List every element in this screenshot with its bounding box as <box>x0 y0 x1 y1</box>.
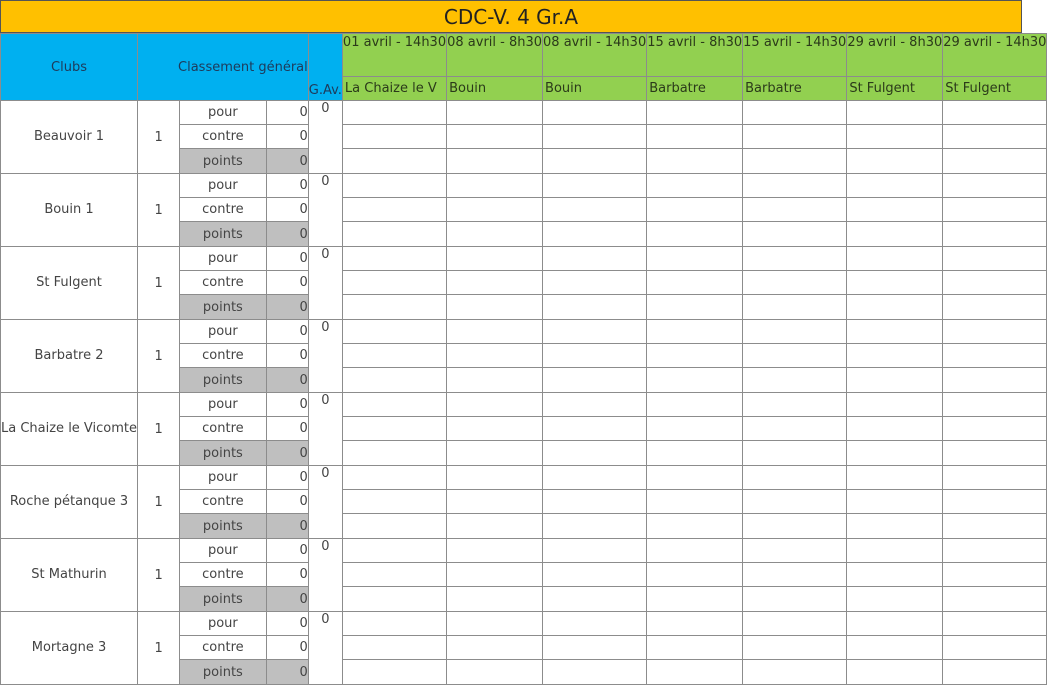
score-cell[interactable] <box>943 174 1047 198</box>
score-cell[interactable] <box>847 539 943 563</box>
score-cell[interactable] <box>847 514 943 539</box>
score-cell[interactable] <box>447 320 543 344</box>
gav-value: 0 <box>308 174 342 247</box>
score-cell[interactable] <box>447 514 543 539</box>
round-date-header: 15 avril - 14h30 <box>743 34 847 77</box>
score-cell[interactable] <box>847 247 943 271</box>
score-cell[interactable] <box>342 660 446 685</box>
stat-value-contre: 0 <box>266 271 308 295</box>
score-cell[interactable] <box>847 563 943 587</box>
score-cell[interactable] <box>342 222 446 247</box>
score-cell[interactable] <box>543 490 647 514</box>
stat-label-points: points <box>180 660 266 685</box>
stat-value-contre: 0 <box>266 490 308 514</box>
score-cell[interactable] <box>647 514 743 539</box>
score-cell[interactable] <box>342 490 446 514</box>
score-cell[interactable] <box>743 587 847 612</box>
score-cell[interactable] <box>743 149 847 174</box>
stat-label-pour: pour <box>180 393 266 417</box>
score-cell[interactable] <box>342 295 446 320</box>
stat-label-contre: contre <box>180 271 266 295</box>
score-cell[interactable] <box>743 174 847 198</box>
score-cell[interactable] <box>847 271 943 295</box>
stat-value-pour: 0 <box>266 393 308 417</box>
score-cell[interactable] <box>342 587 446 612</box>
stat-label-contre: contre <box>180 344 266 368</box>
score-cell[interactable] <box>647 174 743 198</box>
score-cell[interactable] <box>447 563 543 587</box>
score-cell[interactable] <box>847 612 943 636</box>
team-row <box>1 539 1047 563</box>
round-location-header: La Chaize le V <box>342 77 446 101</box>
score-cell[interactable] <box>647 344 743 368</box>
stat-label-points: points <box>180 222 266 247</box>
gav-value: 0 <box>308 612 342 685</box>
score-cell[interactable] <box>543 271 647 295</box>
round-location-header: Bouin <box>447 77 543 101</box>
score-cell[interactable] <box>543 539 647 563</box>
score-cell[interactable] <box>543 344 647 368</box>
score-cell[interactable] <box>543 320 647 344</box>
score-cell[interactable] <box>847 149 943 174</box>
stat-label-points: points <box>180 441 266 466</box>
gav-value: 0 <box>308 466 342 539</box>
score-cell[interactable] <box>342 320 446 344</box>
score-cell[interactable] <box>943 587 1047 612</box>
score-cell[interactable] <box>743 344 847 368</box>
score-cell[interactable] <box>847 417 943 441</box>
score-cell[interactable] <box>847 368 943 393</box>
club-name: Mortagne 3 <box>1 612 138 685</box>
score-cell[interactable] <box>943 393 1047 417</box>
team-row <box>1 247 1047 271</box>
stat-label-contre: contre <box>180 125 266 149</box>
score-cell[interactable] <box>647 539 743 563</box>
score-cell[interactable] <box>647 587 743 612</box>
score-cell[interactable] <box>647 368 743 393</box>
club-name: La Chaize le Vicomte <box>1 393 138 466</box>
score-cell[interactable] <box>447 295 543 320</box>
score-cell[interactable] <box>647 612 743 636</box>
score-cell[interactable] <box>743 247 847 271</box>
round-location-header: St Fulgent <box>943 77 1047 101</box>
round-date-header: 01 avril - 14h30 <box>342 34 446 77</box>
score-cell[interactable] <box>943 466 1047 490</box>
round-location-header: St Fulgent <box>847 77 943 101</box>
club-name: St Fulgent <box>1 247 138 320</box>
score-cell[interactable] <box>342 539 446 563</box>
score-cell[interactable] <box>543 368 647 393</box>
round-date-header: 29 avril - 8h30 <box>847 34 943 77</box>
score-cell[interactable] <box>943 612 1047 636</box>
score-cell[interactable] <box>647 393 743 417</box>
stat-value-points: 0 <box>266 587 308 612</box>
stat-label-pour: pour <box>180 612 266 636</box>
score-cell[interactable] <box>342 393 446 417</box>
club-name: Bouin 1 <box>1 174 138 247</box>
round-date-header: 08 avril - 8h30 <box>447 34 543 77</box>
stat-value-points: 0 <box>266 368 308 393</box>
stat-label-contre: contre <box>180 417 266 441</box>
score-cell[interactable] <box>647 320 743 344</box>
score-cell[interactable] <box>847 490 943 514</box>
score-cell[interactable] <box>543 101 647 125</box>
classement-header: Classement général <box>138 34 309 101</box>
score-cell[interactable] <box>943 320 1047 344</box>
score-cell[interactable] <box>447 174 543 198</box>
stat-value-points: 0 <box>266 660 308 685</box>
score-cell[interactable] <box>647 295 743 320</box>
stat-label-pour: pour <box>180 466 266 490</box>
score-cell[interactable] <box>647 660 743 685</box>
score-cell[interactable] <box>943 247 1047 271</box>
score-cell[interactable] <box>342 125 446 149</box>
stat-value-pour: 0 <box>266 612 308 636</box>
score-cell[interactable] <box>743 320 847 344</box>
standings-table <box>0 33 1047 685</box>
clubs-header: Clubs <box>1 34 138 101</box>
score-cell[interactable] <box>647 466 743 490</box>
score-cell[interactable] <box>743 198 847 222</box>
stat-value-points: 0 <box>266 295 308 320</box>
score-cell[interactable] <box>342 417 446 441</box>
score-cell[interactable] <box>447 198 543 222</box>
score-cell[interactable] <box>943 417 1047 441</box>
score-cell[interactable] <box>943 101 1047 125</box>
round-location-header: Barbatre <box>743 77 847 101</box>
score-cell[interactable] <box>647 101 743 125</box>
stat-value-points: 0 <box>266 514 308 539</box>
score-cell[interactable] <box>743 612 847 636</box>
score-cell[interactable] <box>847 295 943 320</box>
club-name: St Mathurin <box>1 539 138 612</box>
team-row <box>1 320 1047 344</box>
score-cell[interactable] <box>847 198 943 222</box>
score-cell[interactable] <box>943 271 1047 295</box>
score-cell[interactable] <box>647 198 743 222</box>
score-cell[interactable] <box>447 490 543 514</box>
score-cell[interactable] <box>847 441 943 466</box>
gav-value: 0 <box>308 539 342 612</box>
stat-label-points: points <box>180 514 266 539</box>
score-cell[interactable] <box>543 125 647 149</box>
score-cell[interactable] <box>342 441 446 466</box>
stat-label-points: points <box>180 149 266 174</box>
stat-value-points: 0 <box>266 222 308 247</box>
score-cell[interactable] <box>543 393 647 417</box>
score-cell[interactable] <box>342 198 446 222</box>
score-cell[interactable] <box>342 149 446 174</box>
score-cell[interactable] <box>943 514 1047 539</box>
team-row <box>1 612 1047 636</box>
score-cell[interactable] <box>647 271 743 295</box>
score-cell[interactable] <box>447 660 543 685</box>
score-cell[interactable] <box>743 393 847 417</box>
score-cell[interactable] <box>543 295 647 320</box>
score-cell[interactable] <box>743 368 847 393</box>
score-cell[interactable] <box>447 271 543 295</box>
score-cell[interactable] <box>447 125 543 149</box>
stat-value-contre: 0 <box>266 417 308 441</box>
score-cell[interactable] <box>447 393 543 417</box>
round-date-header: 29 avril - 14h30 <box>943 34 1047 77</box>
score-cell[interactable] <box>943 149 1047 174</box>
score-cell[interactable] <box>943 125 1047 149</box>
score-cell[interactable] <box>943 563 1047 587</box>
score-cell[interactable] <box>743 466 847 490</box>
score-cell[interactable] <box>342 344 446 368</box>
score-cell[interactable] <box>342 101 446 125</box>
gav-value: 0 <box>308 101 342 174</box>
score-cell[interactable] <box>447 344 543 368</box>
stat-value-pour: 0 <box>266 174 308 198</box>
score-cell[interactable] <box>647 222 743 247</box>
score-cell[interactable] <box>447 612 543 636</box>
score-cell[interactable] <box>847 101 943 125</box>
stat-label-contre: contre <box>180 636 266 660</box>
score-cell[interactable] <box>447 247 543 271</box>
stat-value-contre: 0 <box>266 636 308 660</box>
score-cell[interactable] <box>342 174 446 198</box>
gav-value: 0 <box>308 247 342 320</box>
score-cell[interactable] <box>943 344 1047 368</box>
score-cell[interactable] <box>743 563 847 587</box>
team-row <box>1 101 1047 125</box>
club-name: Roche pétanque 3 <box>1 466 138 539</box>
score-cell[interactable] <box>943 660 1047 685</box>
stat-label-points: points <box>180 368 266 393</box>
club-rank: 1 <box>138 612 180 685</box>
club-rank: 1 <box>138 101 180 174</box>
score-cell[interactable] <box>943 636 1047 660</box>
score-cell[interactable] <box>847 660 943 685</box>
score-cell[interactable] <box>743 441 847 466</box>
score-cell[interactable] <box>447 636 543 660</box>
club-rank: 1 <box>138 174 180 247</box>
stat-label-points: points <box>180 295 266 320</box>
score-cell[interactable] <box>543 563 647 587</box>
score-cell[interactable] <box>447 368 543 393</box>
score-cell[interactable] <box>847 174 943 198</box>
score-cell[interactable] <box>447 539 543 563</box>
score-cell[interactable] <box>743 101 847 125</box>
score-cell[interactable] <box>743 660 847 685</box>
club-name: Beauvoir 1 <box>1 101 138 174</box>
score-cell[interactable] <box>943 490 1047 514</box>
stat-value-contre: 0 <box>266 125 308 149</box>
score-cell[interactable] <box>847 636 943 660</box>
score-cell[interactable] <box>543 149 647 174</box>
score-cell[interactable] <box>447 466 543 490</box>
stat-value-contre: 0 <box>266 563 308 587</box>
score-cell[interactable] <box>342 271 446 295</box>
score-cell[interactable] <box>847 320 943 344</box>
stat-label-pour: pour <box>180 247 266 271</box>
gav-value: 0 <box>308 320 342 393</box>
score-cell[interactable] <box>543 247 647 271</box>
score-cell[interactable] <box>743 490 847 514</box>
score-cell[interactable] <box>743 295 847 320</box>
stat-label-contre: contre <box>180 490 266 514</box>
score-cell[interactable] <box>647 247 743 271</box>
club-rank: 1 <box>138 539 180 612</box>
score-cell[interactable] <box>543 417 647 441</box>
stat-value-pour: 0 <box>266 539 308 563</box>
club-rank: 1 <box>138 466 180 539</box>
score-cell[interactable] <box>743 222 847 247</box>
stat-value-points: 0 <box>266 441 308 466</box>
score-cell[interactable] <box>342 247 446 271</box>
score-cell[interactable] <box>847 222 943 247</box>
team-row <box>1 466 1047 490</box>
sheet-title: CDC-V. 4 Gr.A <box>0 0 1022 33</box>
stat-value-points: 0 <box>266 149 308 174</box>
stat-value-pour: 0 <box>266 101 308 125</box>
score-cell[interactable] <box>647 417 743 441</box>
stat-label-pour: pour <box>180 320 266 344</box>
gav-header: G.Av. <box>308 34 342 101</box>
stat-value-pour: 0 <box>266 466 308 490</box>
score-cell[interactable] <box>847 344 943 368</box>
score-cell[interactable] <box>543 222 647 247</box>
score-cell[interactable] <box>543 636 647 660</box>
round-date-header: 15 avril - 8h30 <box>647 34 743 77</box>
stat-value-pour: 0 <box>266 320 308 344</box>
score-cell[interactable] <box>647 149 743 174</box>
score-cell[interactable] <box>943 539 1047 563</box>
stat-value-contre: 0 <box>266 344 308 368</box>
score-cell[interactable] <box>647 441 743 466</box>
score-cell[interactable] <box>743 514 847 539</box>
score-cell[interactable] <box>543 587 647 612</box>
score-cell[interactable] <box>943 441 1047 466</box>
score-cell[interactable] <box>943 222 1047 247</box>
stat-label-points: points <box>180 587 266 612</box>
score-cell[interactable] <box>447 149 543 174</box>
score-cell[interactable] <box>743 636 847 660</box>
score-cell[interactable] <box>447 222 543 247</box>
stat-label-contre: contre <box>180 198 266 222</box>
score-cell[interactable] <box>847 125 943 149</box>
score-cell[interactable] <box>943 198 1047 222</box>
score-cell[interactable] <box>847 466 943 490</box>
score-cell[interactable] <box>342 636 446 660</box>
score-cell[interactable] <box>647 563 743 587</box>
score-cell[interactable] <box>743 271 847 295</box>
score-cell[interactable] <box>342 563 446 587</box>
round-location-header: Bouin <box>543 77 647 101</box>
score-cell[interactable] <box>447 101 543 125</box>
gav-value: 0 <box>308 393 342 466</box>
score-cell[interactable] <box>342 466 446 490</box>
score-cell[interactable] <box>543 612 647 636</box>
score-cell[interactable] <box>943 368 1047 393</box>
score-cell[interactable] <box>543 198 647 222</box>
score-cell[interactable] <box>847 587 943 612</box>
stat-label-pour: pour <box>180 174 266 198</box>
round-location-header: Barbatre <box>647 77 743 101</box>
round-date-header: 08 avril - 14h30 <box>543 34 647 77</box>
score-cell[interactable] <box>447 441 543 466</box>
stat-label-pour: pour <box>180 539 266 563</box>
team-row <box>1 174 1047 198</box>
score-cell[interactable] <box>743 539 847 563</box>
score-cell[interactable] <box>743 125 847 149</box>
score-cell[interactable] <box>342 514 446 539</box>
score-cell[interactable] <box>543 441 647 466</box>
score-cell[interactable] <box>943 295 1047 320</box>
score-cell[interactable] <box>543 466 647 490</box>
club-rank: 1 <box>138 393 180 466</box>
club-rank: 1 <box>138 320 180 393</box>
stat-value-contre: 0 <box>266 198 308 222</box>
score-cell[interactable] <box>543 514 647 539</box>
score-cell[interactable] <box>743 417 847 441</box>
score-cell[interactable] <box>342 612 446 636</box>
score-cell[interactable] <box>647 636 743 660</box>
stat-value-pour: 0 <box>266 247 308 271</box>
club-name: Barbatre 2 <box>1 320 138 393</box>
score-cell[interactable] <box>543 660 647 685</box>
stat-label-contre: contre <box>180 563 266 587</box>
club-rank: 1 <box>138 247 180 320</box>
team-row <box>1 393 1047 417</box>
stat-label-pour: pour <box>180 101 266 125</box>
score-cell[interactable] <box>447 587 543 612</box>
score-cell[interactable] <box>342 368 446 393</box>
score-cell[interactable] <box>543 174 647 198</box>
score-cell[interactable] <box>647 490 743 514</box>
score-cell[interactable] <box>447 417 543 441</box>
score-cell[interactable] <box>647 125 743 149</box>
score-cell[interactable] <box>847 393 943 417</box>
